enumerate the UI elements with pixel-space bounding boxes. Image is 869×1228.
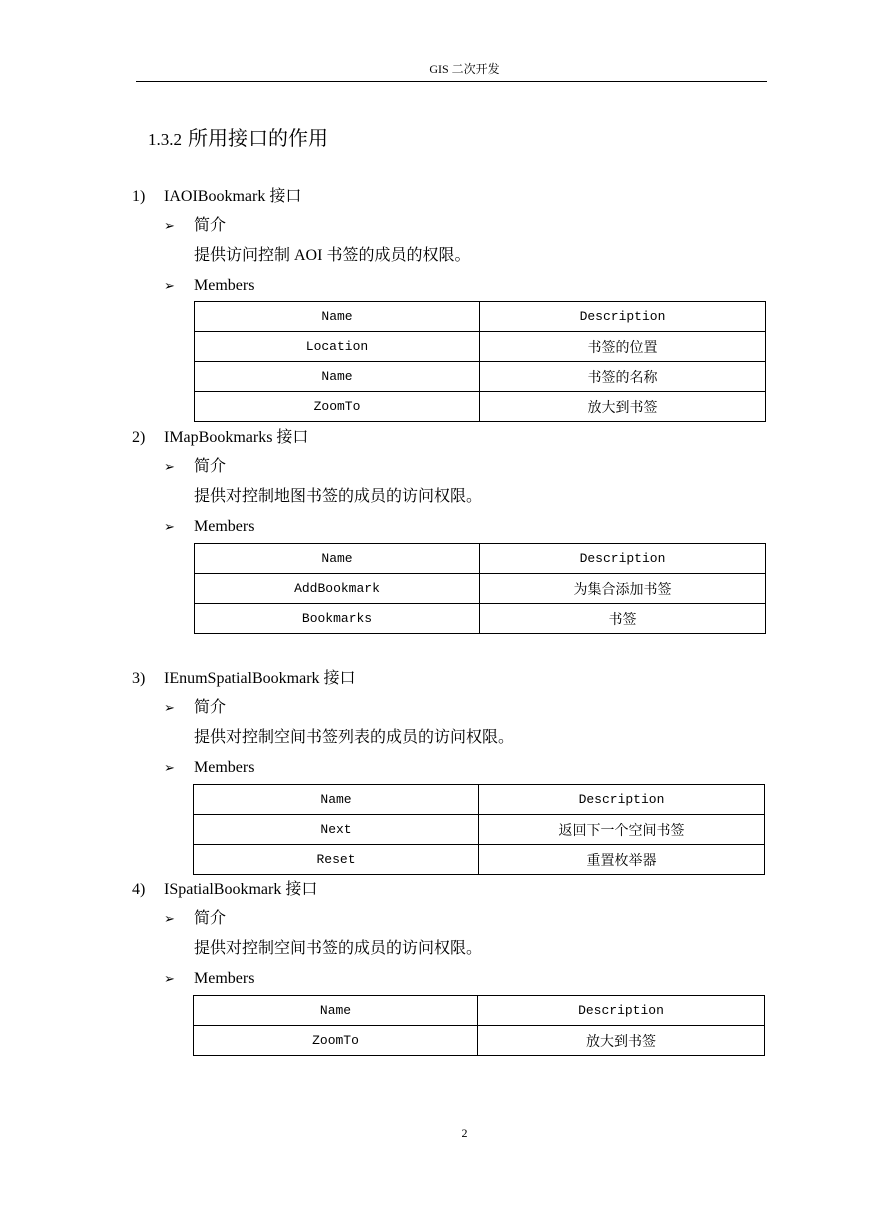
intro-label: 简介	[194, 217, 227, 234]
members-bullet	[164, 758, 254, 779]
intro-label: 简介	[194, 910, 227, 927]
table-header-row	[195, 544, 766, 574]
members-label: Members	[194, 759, 255, 776]
item-description: 提供对控制空间书签的成员的访问权限。	[194, 940, 483, 957]
arrow-bullet-icon: ➢	[164, 912, 175, 927]
member-name-cell: Reset	[194, 845, 479, 875]
item-index: 2)	[132, 429, 146, 446]
members-bullet	[164, 276, 254, 297]
member-description-cell: 书签的名称	[480, 362, 766, 392]
member-description-cell: 放大到书签	[480, 392, 766, 422]
members-table	[193, 995, 765, 1056]
arrow-bullet-icon: ➢	[164, 972, 175, 987]
item-index: 1)	[132, 188, 146, 205]
item-title: ISpatialBookmark 接口	[164, 881, 318, 898]
table-header-row	[195, 302, 766, 332]
item-title: IMapBookmarks 接口	[164, 429, 309, 446]
item-description: 提供对控制空间书签列表的成员的访问权限。	[194, 729, 515, 746]
page-header-title: GIS 二次开发	[429, 62, 500, 76]
table-header-cell: Description	[478, 996, 765, 1026]
arrow-bullet-icon: ➢	[164, 520, 175, 535]
table-header-row	[194, 996, 765, 1026]
arrow-bullet-icon: ➢	[164, 279, 175, 294]
member-description-cell: 书签	[480, 604, 766, 634]
table-row	[195, 604, 766, 634]
member-description-cell: 重置枚举器	[479, 845, 765, 875]
members-table	[193, 784, 765, 875]
intro-label: 简介	[194, 699, 227, 716]
member-name-cell: Next	[194, 815, 479, 845]
intro-bullet	[164, 216, 226, 237]
member-name-cell: Name	[195, 362, 480, 392]
member-description-cell: 放大到书签	[478, 1026, 765, 1056]
table-header-cell: Name	[195, 544, 480, 574]
member-name-cell: ZoomTo	[194, 1026, 478, 1056]
member-name-cell: ZoomTo	[195, 392, 480, 422]
item-title: IEnumSpatialBookmark 接口	[164, 670, 356, 687]
arrow-bullet-icon: ➢	[164, 219, 175, 234]
header-divider	[136, 81, 767, 82]
item-description: 提供对控制地图书签的成员的访问权限。	[194, 488, 483, 505]
member-description-cell: 为集合添加书签	[480, 574, 766, 604]
table-header-cell: Name	[195, 302, 480, 332]
table-header-cell: Description	[480, 544, 766, 574]
page-number: 2	[461, 1126, 468, 1140]
members-bullet	[164, 969, 254, 990]
item-index: 3)	[132, 670, 146, 687]
arrow-bullet-icon: ➢	[164, 761, 175, 776]
intro-bullet	[164, 457, 226, 478]
interface-item-2	[132, 428, 308, 448]
arrow-bullet-icon: ➢	[164, 701, 175, 716]
member-description-cell: 书签的位置	[480, 332, 766, 362]
table-row	[195, 362, 766, 392]
item-description: 提供访问控制 AOI 书签的成员的权限。	[194, 247, 471, 264]
table-header-cell: Description	[479, 785, 765, 815]
section-number: 1.3.2	[148, 130, 182, 149]
member-name-cell: AddBookmark	[195, 574, 480, 604]
members-label: Members	[194, 277, 255, 294]
interface-item-3	[132, 669, 356, 689]
section-title: 所用接口的作用	[188, 128, 328, 150]
members-table	[194, 301, 766, 422]
table-row	[194, 1026, 765, 1056]
item-index: 4)	[132, 881, 146, 898]
member-name-cell: Bookmarks	[195, 604, 480, 634]
table-header-cell: Name	[194, 785, 479, 815]
table-row	[194, 845, 765, 875]
table-header-row	[194, 785, 765, 815]
member-description-cell: 返回下一个空间书签	[479, 815, 765, 845]
table-row	[195, 574, 766, 604]
table-row	[195, 332, 766, 362]
members-label: Members	[194, 970, 255, 987]
interface-item-4	[132, 880, 317, 900]
table-header-cell: Description	[480, 302, 766, 332]
intro-bullet	[164, 698, 226, 719]
table-row	[194, 815, 765, 845]
member-name-cell: Location	[195, 332, 480, 362]
intro-bullet	[164, 909, 226, 930]
section-heading	[148, 127, 328, 152]
table-row	[195, 392, 766, 422]
arrow-bullet-icon: ➢	[164, 460, 175, 475]
members-table	[194, 543, 766, 634]
interface-item-1	[132, 187, 301, 207]
members-label: Members	[194, 518, 255, 535]
table-header-cell: Name	[194, 996, 478, 1026]
item-title: IAOIBookmark 接口	[164, 188, 302, 205]
members-bullet	[164, 517, 254, 538]
intro-label: 简介	[194, 458, 227, 475]
